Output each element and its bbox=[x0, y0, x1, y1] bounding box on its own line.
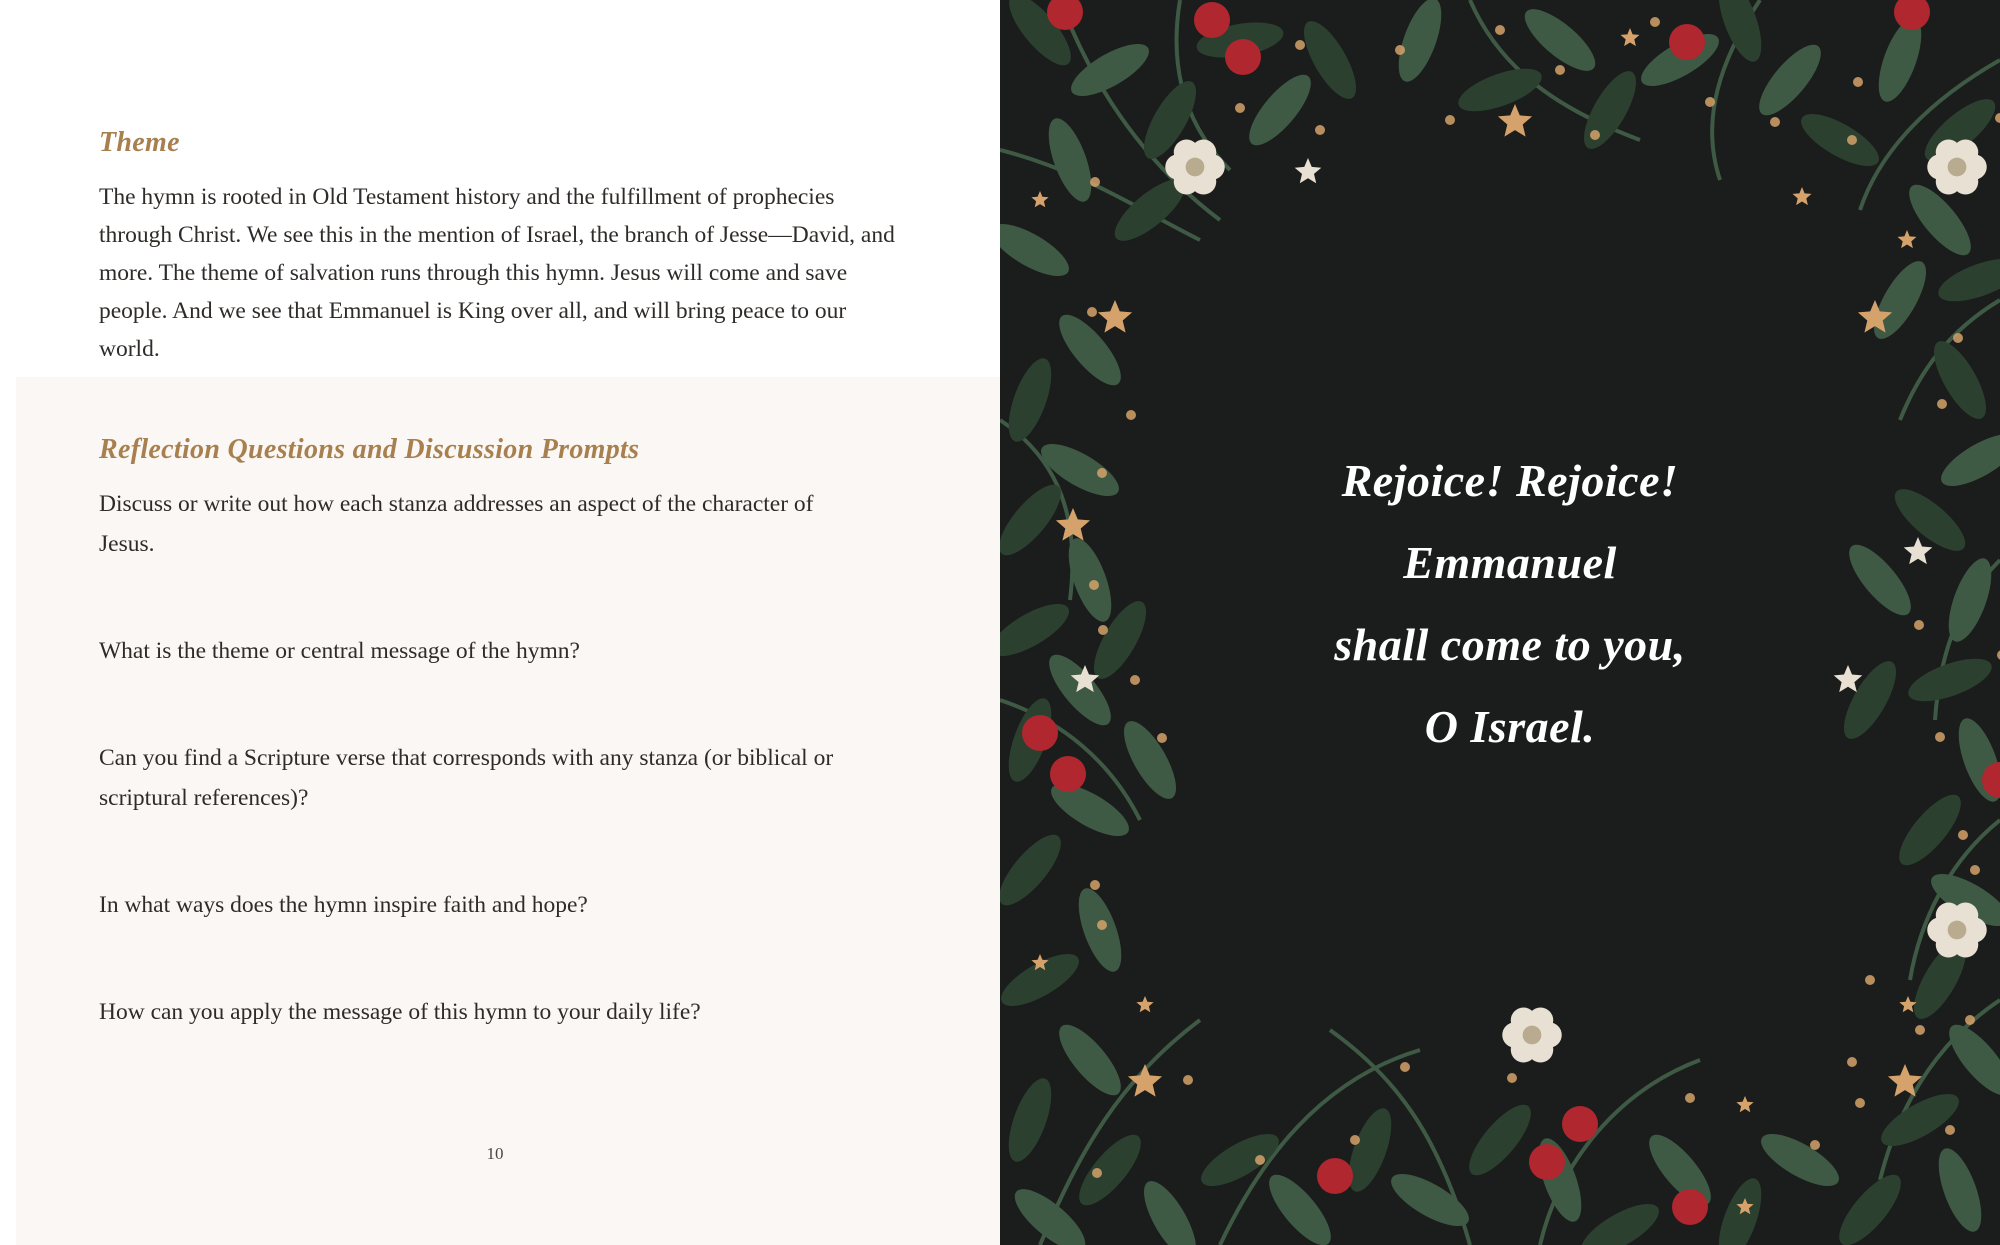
dot-icon bbox=[1685, 1093, 1695, 1103]
reflection-heading: Reflection Questions and Discussion Prompts bbox=[99, 434, 640, 465]
dot-icon bbox=[1089, 580, 1099, 590]
theme-heading: Theme bbox=[99, 127, 180, 158]
leaf-icon bbox=[1000, 353, 1060, 447]
dot-icon bbox=[1395, 45, 1405, 55]
question-4: In what ways does the hymn inspire faith and hope? bbox=[99, 892, 588, 918]
dot-icon bbox=[1400, 1062, 1410, 1072]
berry-icon bbox=[1194, 2, 1230, 38]
star-icon bbox=[1498, 104, 1532, 137]
quote-line-2: Emmanuel bbox=[1403, 537, 1617, 588]
dot-icon bbox=[1087, 307, 1097, 317]
dot-icon bbox=[1847, 1057, 1857, 1067]
flower-icon bbox=[1523, 1026, 1542, 1045]
leaf-icon bbox=[1924, 334, 1996, 426]
leaf-icon bbox=[1794, 104, 1886, 176]
berry-icon bbox=[1529, 1144, 1565, 1180]
dot-icon bbox=[1295, 40, 1305, 50]
dot-icon bbox=[1958, 830, 1968, 840]
leaf-icon bbox=[1574, 64, 1646, 156]
berry-icon bbox=[1022, 715, 1058, 751]
dot-icon bbox=[1853, 77, 1863, 87]
leaf-icon bbox=[1390, 0, 1450, 87]
hymn-quote bbox=[1100, 440, 1920, 768]
berry-icon bbox=[1562, 1106, 1598, 1142]
dot-icon bbox=[1555, 65, 1565, 75]
dot-icon bbox=[1235, 103, 1245, 113]
leaf-icon bbox=[1000, 594, 1076, 666]
berry-icon bbox=[1050, 756, 1086, 792]
star-icon bbox=[1056, 508, 1090, 541]
berry-icon bbox=[1317, 1158, 1353, 1194]
star-icon bbox=[1899, 996, 1916, 1012]
dot-icon bbox=[1965, 1015, 1975, 1025]
leaf-icon bbox=[1000, 214, 1076, 286]
dot-icon bbox=[1183, 1075, 1193, 1085]
dot-icon bbox=[1945, 1125, 1955, 1135]
leaf-icon bbox=[1710, 0, 1770, 67]
question-2: What is the theme or central message of the hymn? bbox=[99, 638, 580, 664]
star-icon bbox=[1098, 300, 1132, 333]
dot-icon bbox=[1495, 25, 1505, 35]
star-icon bbox=[1736, 1096, 1753, 1112]
leaf-icon bbox=[1749, 36, 1830, 124]
question-5: How can you apply the message of this hymn to your daily life? bbox=[99, 999, 701, 1025]
leaf-icon bbox=[1754, 1124, 1846, 1196]
dot-icon bbox=[1350, 1135, 1360, 1145]
berry-icon bbox=[1894, 0, 1930, 30]
berry-icon bbox=[1669, 24, 1705, 60]
leaf-icon bbox=[1829, 1166, 1910, 1245]
dot-icon bbox=[1507, 1073, 1517, 1083]
berry-icon bbox=[1672, 1189, 1708, 1225]
dot-icon bbox=[1126, 410, 1136, 420]
dot-icon bbox=[1865, 975, 1875, 985]
leaf-icon bbox=[1934, 424, 2000, 496]
dot-icon bbox=[1705, 97, 1715, 107]
dot-icon bbox=[1970, 865, 1980, 875]
leaf-icon bbox=[1134, 1174, 1206, 1245]
dot-icon bbox=[1810, 1140, 1820, 1150]
star-icon bbox=[1621, 28, 1640, 46]
leaf-icon bbox=[1040, 113, 1100, 207]
dot-icon bbox=[1315, 125, 1325, 135]
dot-icon bbox=[1097, 920, 1107, 930]
dot-icon bbox=[1855, 1098, 1865, 1108]
star-icon bbox=[1898, 230, 1917, 248]
star-icon bbox=[1128, 1064, 1162, 1097]
leaf-icon bbox=[1000, 476, 1071, 564]
leaf-icon bbox=[1239, 66, 1320, 154]
star-icon bbox=[1136, 996, 1153, 1012]
dot-icon bbox=[1445, 115, 1455, 125]
leaf-icon bbox=[1000, 1073, 1060, 1167]
dot-icon bbox=[1255, 1155, 1265, 1165]
leaf-icon bbox=[1000, 944, 1086, 1016]
dot-icon bbox=[1915, 1025, 1925, 1035]
dot-icon bbox=[1935, 732, 1945, 742]
star-icon bbox=[1295, 158, 1322, 183]
question-3: Can you find a Scripture verse that corresponds with any stanza (or biblical or scriptural references)? bbox=[99, 745, 834, 811]
dot-icon bbox=[1953, 333, 1963, 343]
leaf-icon bbox=[1384, 1164, 1476, 1236]
right-page bbox=[1000, 0, 2000, 1245]
star-icon bbox=[1031, 191, 1048, 207]
leaf-icon bbox=[1939, 1016, 2000, 1104]
leaf-icon bbox=[1459, 1096, 1540, 1184]
question-1: Discuss or write out how each stanza addresses an aspect of the character of Jesus. bbox=[99, 491, 814, 557]
leaf-icon bbox=[1864, 254, 1936, 346]
dot-icon bbox=[1092, 1168, 1102, 1178]
dot-icon bbox=[1995, 113, 2000, 123]
leaf-icon bbox=[1574, 1194, 1666, 1245]
leaf-icon bbox=[1453, 60, 1547, 120]
leaf-icon bbox=[1070, 883, 1130, 977]
leaf-icon bbox=[1049, 1016, 1130, 1104]
dot-icon bbox=[1770, 117, 1780, 127]
theme-body: The hymn is rooted in Old Testament history and the fulfillment of prophecies through Christ. We see this in the mention of Israel, the branch of Jesse—David, and more. The theme of salvation runs through this hymn. Jesus will come and save people. And we see that Emmanuel is King over all, and will bring peace to our world. bbox=[99, 184, 895, 362]
flower-icon bbox=[1948, 921, 1967, 940]
dot-icon bbox=[1090, 177, 1100, 187]
dot-icon bbox=[1937, 399, 1947, 409]
leaf-icon bbox=[1710, 1173, 1770, 1245]
berry-icon bbox=[1225, 39, 1261, 75]
dot-icon bbox=[1847, 135, 1857, 145]
flower-icon bbox=[1948, 158, 1967, 177]
quote-line-4: O Israel. bbox=[1424, 701, 1596, 752]
leaf-icon bbox=[1930, 1143, 1990, 1237]
leaf-icon bbox=[1933, 250, 2000, 310]
dot-icon bbox=[1590, 130, 1600, 140]
page-number: 10 bbox=[486, 1144, 504, 1163]
quote-line-1: Rejoice! Rejoice! bbox=[1341, 455, 1679, 506]
leaf-icon bbox=[1874, 1084, 1966, 1156]
leaf-icon bbox=[1000, 826, 1071, 914]
leaf-icon bbox=[1069, 1126, 1150, 1214]
quote-line-3: shall come to you, bbox=[1334, 619, 1686, 670]
dot-icon bbox=[1650, 17, 1660, 27]
dot-icon bbox=[1090, 880, 1100, 890]
flower-icon bbox=[1186, 158, 1205, 177]
star-icon bbox=[1793, 187, 1812, 205]
